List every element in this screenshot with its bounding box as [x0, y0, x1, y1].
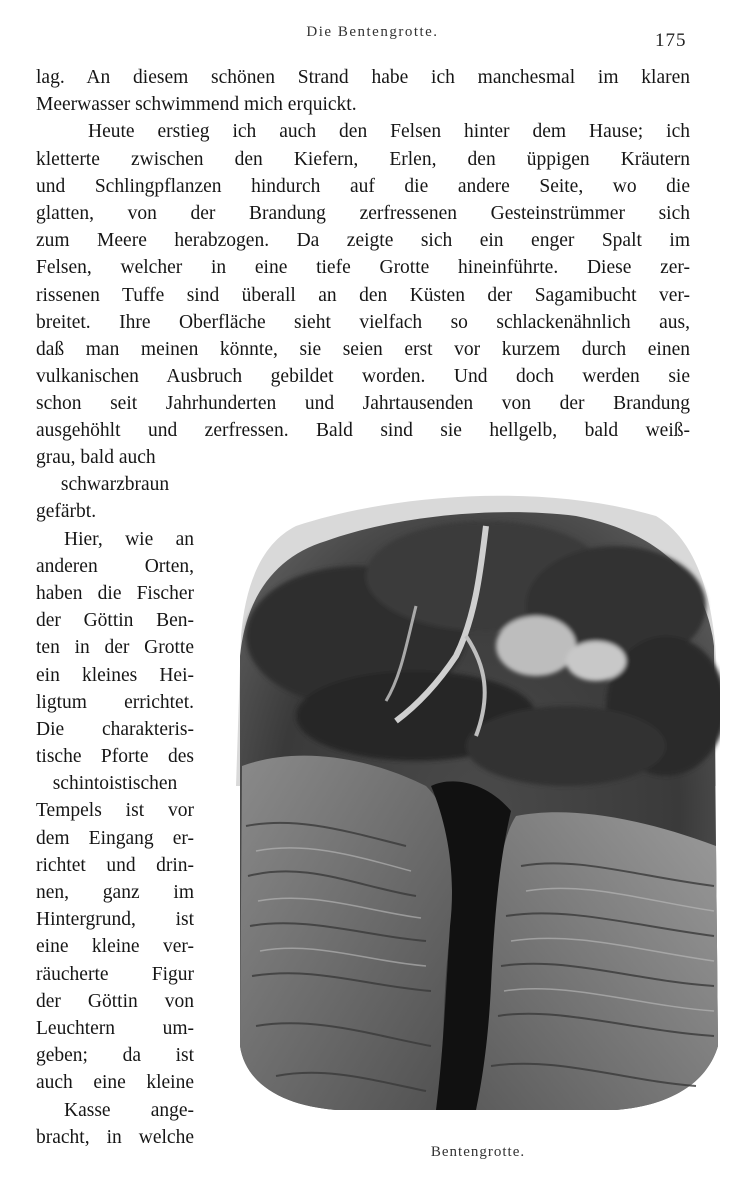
column-line: nen, ganz im — [36, 882, 194, 903]
column-line: der Göttin Ben- — [36, 610, 194, 632]
column-line: richtet und drin- — [36, 854, 194, 876]
body-line: kletterte zwischen den Kiefern, Erlen, den üppigen Kräutern — [36, 148, 690, 170]
column-line: eine kleine ver- — [36, 936, 194, 958]
column-line: Tempels ist vor — [36, 800, 194, 822]
column-line: dem Eingang er- — [36, 827, 194, 849]
column-line: Die charakteris- — [36, 718, 194, 740]
page-number: 175 — [655, 30, 687, 51]
body-line: glatten, von der Brandung zerfressenen Gesteinstrümmer sich — [36, 202, 690, 224]
column-line: grau, bald auch — [36, 447, 156, 468]
column-line: gefärbt. — [36, 501, 97, 523]
body-line: Meerwasser schwimmend mich erquickt. — [36, 94, 357, 116]
column-line: haben die Fischer — [36, 582, 194, 604]
column-line: anderen Orten, — [36, 555, 194, 577]
body-line: Felsen, welcher in eine tiefe Grotte hineinführte. Diese zer- — [36, 257, 690, 279]
column-line: Hier, wie an — [64, 528, 194, 550]
column-line: schwarzbraun — [60, 474, 170, 496]
column-line: auch eine kleine — [36, 1072, 194, 1094]
running-title: Die Bentengrotte. — [306, 24, 439, 40]
column-line: Hintergrund, ist — [36, 909, 194, 931]
column-line: ten in der Grotte — [36, 637, 194, 659]
column-line: schintoistischen — [52, 773, 178, 795]
body-line: und Schlingpflanzen hindurch auf die andere Seite, wo die — [36, 175, 690, 197]
column-line: Kasse ange- — [64, 1099, 194, 1121]
body-line: daß man meinen könnte, sie seien erst vor kurzem durch einen — [36, 338, 690, 360]
body-line: vulkanischen Ausbruch gebildet worden. Und doch werden sie — [36, 366, 690, 388]
column-line: Leuchtern um- — [36, 1017, 194, 1039]
body-line: rissenen Tuffe sind überall an den Küsten der Sagamibucht ver- — [36, 284, 690, 306]
column-line: bracht, in welche — [36, 1126, 194, 1148]
column-line: geben; da ist — [36, 1045, 194, 1067]
column-line: ligtum errichtet. — [36, 691, 194, 713]
body-line: lag. An diesem schönen Strand habe ich manchesmal im klaren — [36, 67, 690, 88]
page-header — [0, 22, 745, 51]
figure-caption: Bentengrotte. — [430, 1144, 526, 1160]
grotto-photograph — [236, 486, 720, 1114]
body-line: ausgehöhlt und zerfressen. Bald sind sie hellgelb, bald weiß- — [36, 420, 690, 442]
narrow-column-text — [36, 444, 194, 1151]
body-line: Heute erstieg ich auch den Felsen hinter dem Hause; ich — [88, 121, 690, 143]
column-line: ein kleines Hei- — [36, 664, 194, 686]
body-line: schon seit Jahrhunderten und Jahrtausenden von der Brandung — [36, 393, 690, 415]
column-line: räucherte Figur — [36, 963, 194, 985]
body-line: zum Meere herabzogen. Da zeigte sich ein enger Spalt im — [36, 230, 690, 252]
column-line: der Göttin von — [36, 990, 194, 1012]
body-text — [36, 64, 690, 445]
column-line: tische Pforte des — [36, 746, 194, 768]
body-line: breitet. Ihre Oberfläche sieht vielfach so schlackenähnlich aus, — [36, 311, 690, 333]
